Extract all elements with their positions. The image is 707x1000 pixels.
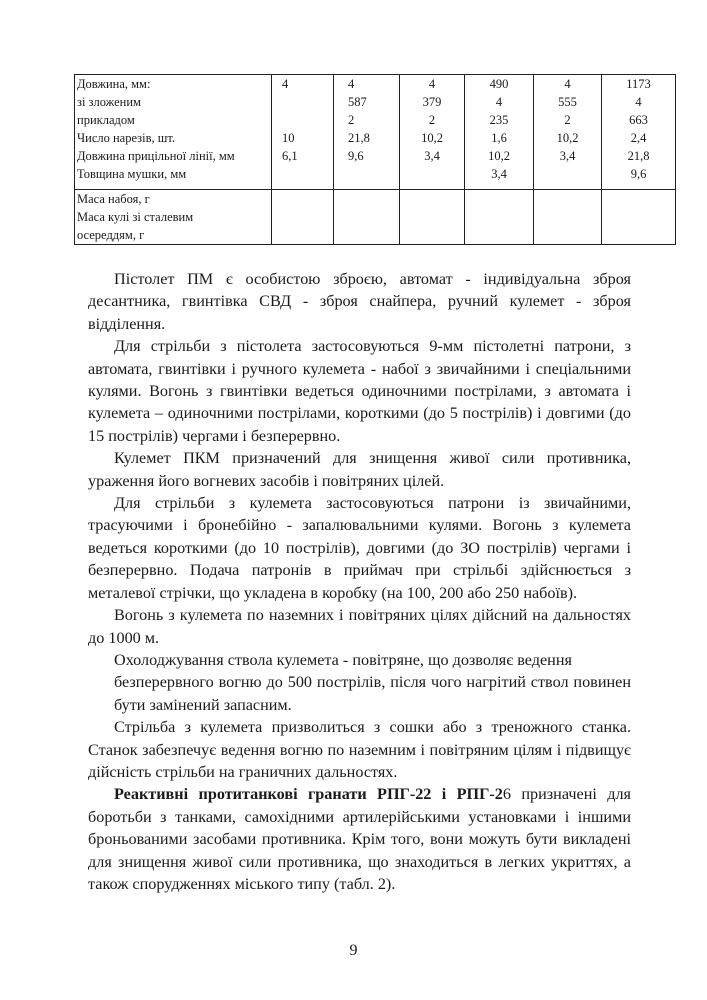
table-label: Маса кулі зі сталевим [77, 210, 194, 224]
table-value: 555 [558, 95, 577, 109]
table-value: 4 [428, 77, 436, 91]
table-value: 4 [348, 77, 355, 91]
table-value [272, 93, 333, 111]
table-value: 1173 [626, 77, 651, 91]
table-value: 2 [348, 113, 355, 127]
paragraph [88, 783, 631, 895]
table-value: 4 [635, 95, 642, 109]
table-cell [602, 190, 676, 245]
table-label: осереддям, г [77, 228, 145, 242]
table-label: Число нарезів, шт. [77, 131, 175, 145]
table-label: Довжина прицільної лінії, мм [77, 149, 235, 163]
table-value: 21,8 [348, 131, 370, 145]
table-value: 4 [495, 95, 503, 109]
table-value: 2,4 [630, 131, 647, 145]
paragraph: Стрільба з кулемета призволиться з сошки або з треножного станка. Станок забезпечує ведення вогню по наземним і повітряним цілям і підвищує дійсність стрільби на граничних дальностях. [88, 718, 631, 781]
table-cell [334, 75, 400, 190]
table-cell [400, 190, 465, 245]
table-value: 490 [489, 77, 509, 91]
table-value: 4 [282, 77, 289, 91]
paragraph: Пістолет ПМ є особистою зброєю, автомат - індивідуальна зброя десантника, гвинтівка СВД - зброя снайпера, ручний кулемет - зброя відділення. [88, 270, 631, 333]
table-label-cell [75, 190, 272, 245]
table-cell [465, 190, 534, 245]
table-value: 2 [564, 113, 571, 127]
table-value: 235 [489, 113, 509, 127]
table-cell [272, 75, 334, 190]
table-value: 587 [348, 95, 367, 109]
page-number: 9 [349, 942, 358, 959]
table-label: Товщина мушки, мм [77, 167, 187, 181]
table-value: 379 [422, 95, 442, 109]
table-value [272, 111, 333, 129]
table-value: 3,4 [559, 149, 576, 163]
paragraph: Для стрільби з пістолета застосовуються 9-мм пістолетні патрони, з автомата, гвинтівки і ручного кулемета - набої з звичайними і спеціальними кулями. Вогонь з гвинтівки ведеться одиночними пострілами, з автомата і кулемета – одиночними пострілами, короткими (до 5 пострілів) і довгими (до 15 пострілів) чергами і безперервно. [88, 337, 631, 445]
table-value: 2 [428, 113, 436, 127]
table-value: 663 [629, 113, 648, 127]
paragraph-rest: 6 призначені для боротьби з танками, самохідними артилерійськими установками і іншими броньованими засобами противника. Крім того, вони можуть бути викладені для знищення живої сили противника, що знаходиться в легких укриттях, а також спорудженнях міського типу (табл. 2). [88, 785, 631, 893]
paragraph: Охолоджування ствола кулемета - повітряне, що дозволяє ведення [114, 650, 572, 669]
table-label: Довжина, мм: [77, 77, 151, 91]
table-value: 3,4 [424, 149, 440, 163]
table-value: 10,2 [421, 131, 443, 145]
body-text [88, 268, 631, 895]
paragraph: Вогонь з кулемета по наземних і повітряних цілях дійсний на дальностях до 1000 м. [88, 606, 631, 647]
table-value: 9,6 [348, 149, 364, 163]
paragraph: Для стрільби з кулемета застосовуються патрони із звичайними, трасуючими і бронебійно - запалювальними кулями. Вогонь з кулемета ведеться короткими (до 10 пострілів), довгими (до ЗО пострілів) чергами і безперервно. Подача патронів в приймач при стрільбі здійснюється з металевої стрічки, що укладена в коробку (на 100, 200 або 250 набоїв). [88, 494, 631, 602]
table-value: 10 [282, 131, 295, 145]
table-value: 21,8 [627, 149, 650, 163]
table-cell [334, 190, 400, 245]
table-value: 10,2 [556, 131, 579, 145]
table-value: 6,1 [282, 149, 298, 163]
table-row [75, 75, 676, 190]
table-cell [602, 75, 676, 190]
table-row [75, 190, 676, 245]
table-cell [534, 75, 602, 190]
table-value: 9,6 [630, 167, 647, 181]
table-value: 4 [564, 77, 571, 91]
table-cell [534, 190, 602, 245]
paragraph: безперервного вогню до 500 пострілів, після чого нагрітий ствол повинен бути замінений запасним. [114, 673, 631, 714]
table-label: Маса набоя, г [77, 192, 150, 206]
table-label: зі зложеним [77, 95, 141, 109]
table-cell [465, 75, 534, 190]
specs-table [74, 74, 676, 245]
table-value: 3,4 [491, 167, 507, 181]
table-value: 10,2 [488, 149, 510, 163]
table-cell [272, 190, 334, 245]
table-label: прикладом [77, 113, 135, 127]
table-value: 1,6 [491, 131, 507, 145]
paragraph-bold-lead: Реактивні протитанкові гранати РПГ-22 і РПГ-2 [114, 785, 503, 804]
table-cell [400, 75, 465, 190]
paragraph: Кулемет ПКМ призначений для знищення живої сили противника, ураження його вогневих засобів і повітряних цілей. [88, 449, 631, 490]
table-label-cell [75, 75, 272, 190]
